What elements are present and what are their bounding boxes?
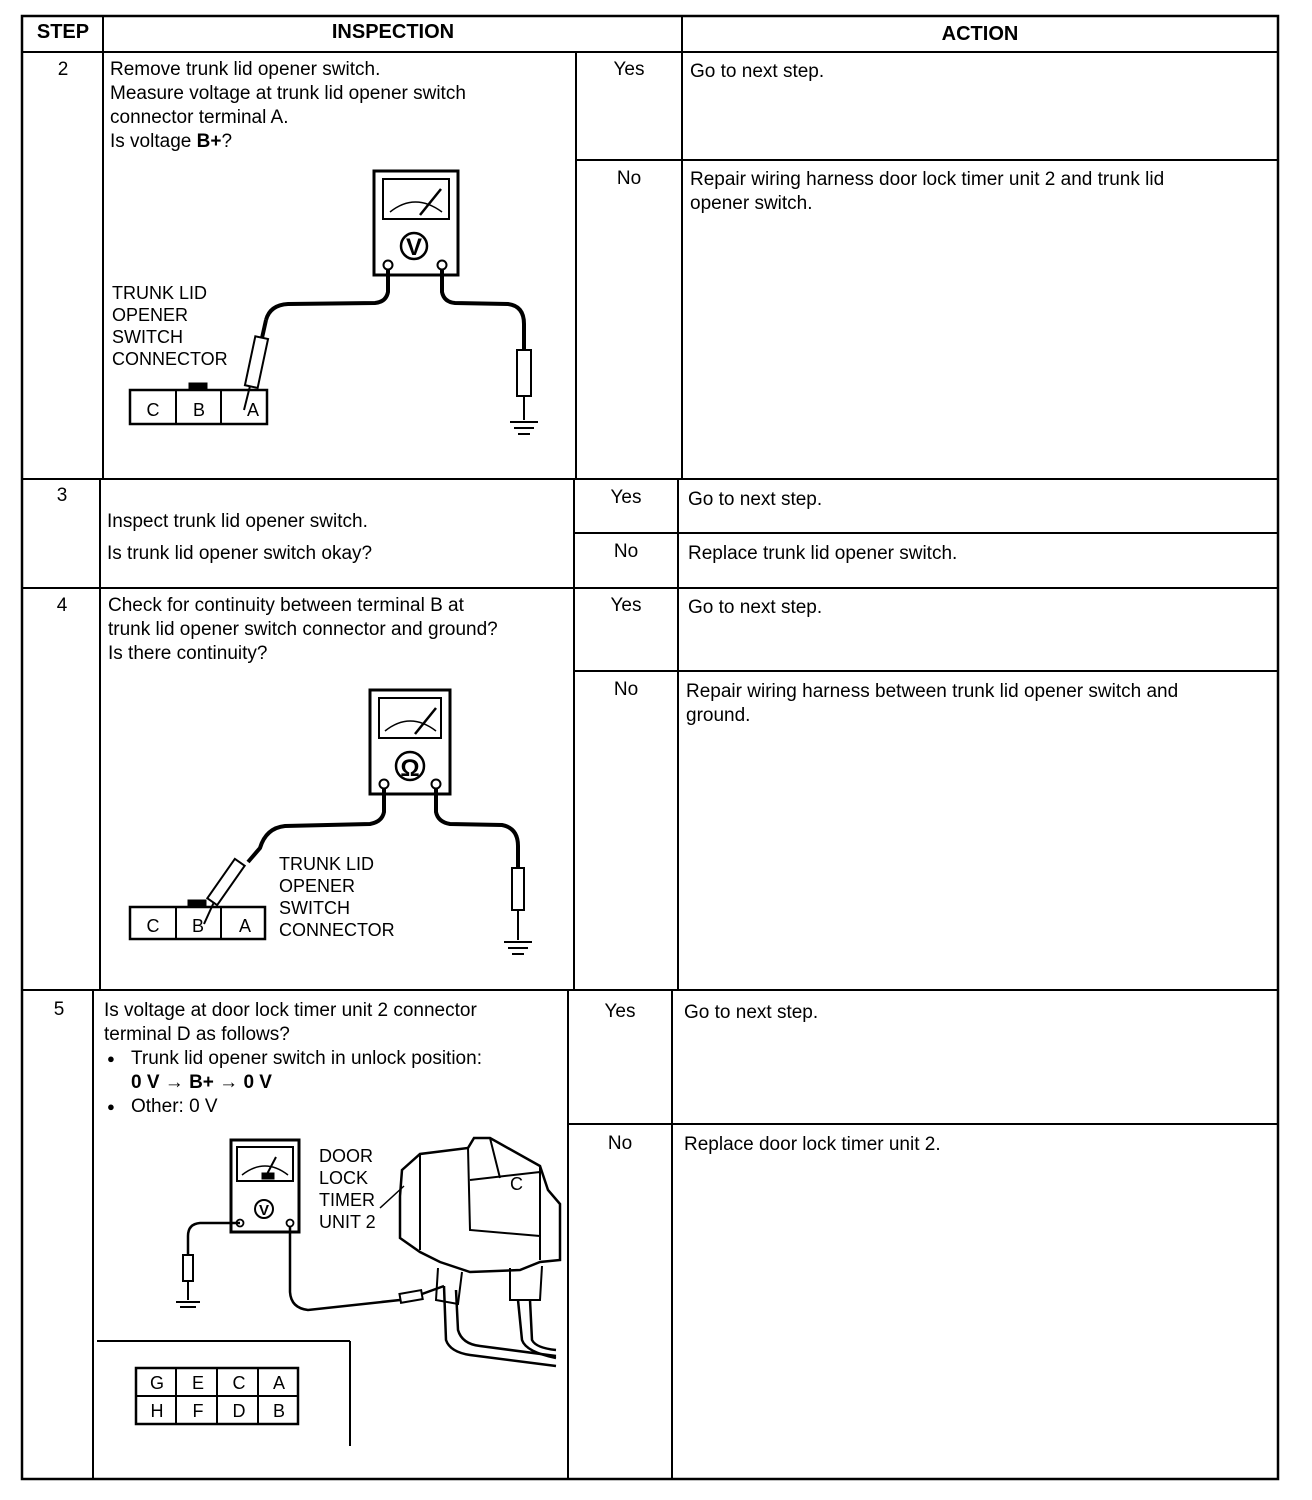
- svg-text:CONNECTOR: CONNECTOR: [279, 920, 395, 940]
- svg-text:TRUNK LID: TRUNK LID: [279, 854, 375, 874]
- action-yes: Go to next step.: [690, 61, 825, 82]
- svg-text:C: C: [146, 400, 160, 420]
- condition-sequence: 0 V → B+ → 0 V: [131, 1072, 272, 1093]
- step-number: 2: [57, 59, 69, 80]
- meter-symbol: Ω: [400, 755, 420, 782]
- timer-unit-label: [319, 1146, 376, 1232]
- connector-terminals: [147, 400, 260, 420]
- svg-text:DOOR: DOOR: [319, 1146, 373, 1166]
- step-number: 4: [56, 595, 68, 616]
- result-yes: Yes: [613, 59, 645, 80]
- svg-text:B: B: [191, 916, 205, 936]
- header-inspection: INSPECTION: [331, 21, 455, 43]
- condition-bullet: ● Trunk lid opener switch in unlock position:: [131, 1047, 482, 1071]
- svg-text:CONNECTOR: CONNECTOR: [112, 349, 228, 369]
- svg-text:OPENER: OPENER: [112, 305, 189, 325]
- svg-text:TRUNK LID: TRUNK LID: [112, 283, 208, 303]
- svg-text:A: A: [238, 916, 252, 936]
- action-yes: Go to next step.: [684, 1002, 819, 1023]
- svg-text:SWITCH: SWITCH: [112, 327, 183, 347]
- svg-text:D: D: [232, 1401, 246, 1421]
- header-action: ACTION: [941, 23, 1019, 45]
- action-no: Replace door lock timer unit 2.: [684, 1134, 941, 1155]
- meter-symbol: V: [258, 1202, 270, 1219]
- step-number: 5: [53, 999, 65, 1020]
- svg-text:B: B: [192, 400, 206, 420]
- svg-text:OPENER: OPENER: [279, 876, 356, 896]
- result-yes: Yes: [610, 595, 642, 616]
- result-no: No: [607, 1133, 633, 1154]
- header-step: STEP: [36, 21, 90, 43]
- svg-text:B: B: [272, 1401, 286, 1421]
- svg-text:E: E: [191, 1373, 205, 1393]
- svg-text:TIMER: TIMER: [319, 1190, 375, 1210]
- svg-text:SWITCH: SWITCH: [279, 898, 350, 918]
- svg-text:LOCK: LOCK: [319, 1168, 369, 1188]
- result-no: No: [616, 168, 642, 189]
- svg-text:A: A: [246, 400, 260, 420]
- svg-text:F: F: [192, 1401, 204, 1421]
- connector-label: [112, 283, 228, 369]
- result-no: No: [613, 679, 639, 700]
- svg-text:A: A: [272, 1373, 286, 1393]
- connector-terminals: [147, 916, 252, 936]
- part-letter: C: [510, 1174, 523, 1194]
- svg-text:G: G: [149, 1373, 165, 1393]
- action-yes: Go to next step.: [688, 597, 823, 618]
- result-yes: Yes: [610, 487, 642, 508]
- result-no: No: [613, 541, 639, 562]
- action-yes: Go to next step.: [688, 489, 823, 510]
- condition-bullet: ● Other: 0 V: [131, 1095, 218, 1119]
- action-no: Replace trunk lid opener switch.: [688, 543, 958, 564]
- step-number: 3: [56, 485, 68, 506]
- svg-text:H: H: [150, 1401, 164, 1421]
- result-yes: Yes: [604, 1001, 636, 1022]
- svg-text:UNIT 2: UNIT 2: [319, 1212, 376, 1232]
- connector-label: [279, 854, 395, 940]
- svg-text:C: C: [146, 916, 160, 936]
- svg-text:C: C: [232, 1373, 246, 1393]
- meter-symbol: V: [405, 234, 423, 261]
